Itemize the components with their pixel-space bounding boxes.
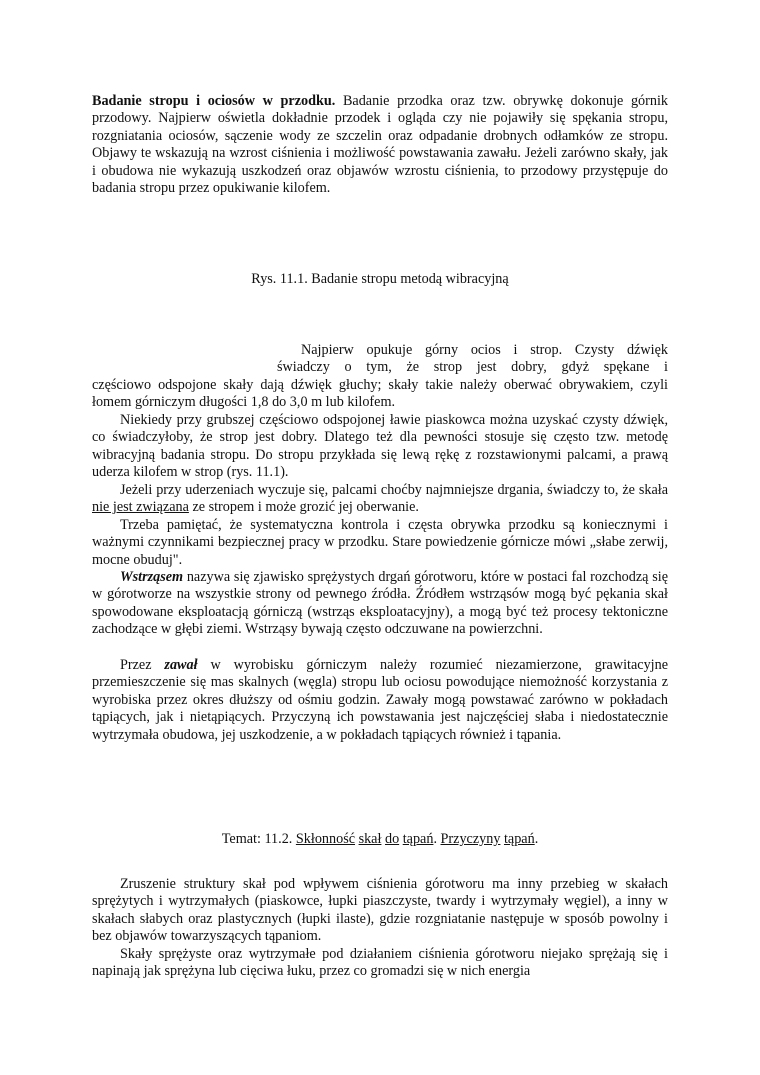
opukuje-line2: świadczy o tym, że strop jest dobry, gdyż spękane i	[277, 359, 668, 376]
wstrzas-text: nazywa się zjawisko sprężystych drgań górotworu, które w postaci fal rozchodzą się w górotworze na wszystkie strony od pewnego źródła. Źródłem wstrząsów mogą być pękania skał spowodowane eksploatacją górniczą (wstrząs eksploatacyjny), a mogą być też procesy tektoniczne zachodzące w głębi ziemi. Wstrząsy bywają często odczuwane na powierzchni.	[92, 569, 668, 638]
topic-dot-2: .	[534, 831, 539, 847]
topic-word-4: tąpań	[402, 831, 434, 847]
zawal-term: zawał	[164, 657, 198, 673]
paragraph-badanie-stropu	[92, 93, 668, 197]
paragraph-zruszenie: Zruszenie struktury skał pod wpływem ciśnienia górotworu ma inny przebieg w skałach sprężytych i wytrzymałych (piaskowce, łupki piaszczyste, twardy i wytrzymały węgiel), a inny w skałach słabych oraz plastycznych (łupki ilaste), gdzie rozgniatanie następuje w sposób powolny i bez objawów towarzyszących tąpaniom.	[92, 876, 668, 945]
jezeli-before: Jeżeli przy uderzeniach wyczuje się, palcami choćby najmniejsze drgania, świadczy to, że skała	[120, 482, 668, 498]
opukuje-line1: Najpierw opukuje górny ocios i strop. Czysty dźwięk	[301, 342, 668, 358]
opukuje-rest: częściowo odspojone skały dają dźwięk głuchy; skały takie należy oberwać obrywakiem, czyli łomem górniczym długości 1,8 do 3,0 m lub kilofem.	[92, 376, 668, 411]
paragraph-wstrzas	[92, 569, 668, 639]
topic-heading	[0, 831, 760, 848]
paragraph-skaly: Skały sprężyste oraz wytrzymałe pod działaniem ciśnienia górotworu niejako sprężają się i napinają jak sprężyna lub cięciwa łuku, przez co gromadzi się w nich energia	[92, 946, 668, 980]
figure-placeholder	[92, 290, 277, 350]
section-text: Badanie przodka oraz tzw. obrywkę dokonuje górnik przodowy. Najpierw oświetla dokładnie przodek i ogląda czy nie pojawiły się spękania stropu, rozgniatania ociosów, sączenie wody ze szczelin oraz odpadanie drobnych odłamków ze stropu. Objawy te wskazują na wzrost ciśnienia i możliwość powstawania zawału. Jeżeli zarówno skały, jak i obudowa nie wykazują uszkodzeń oraz objawów wzrostu ciśnienia, to przodowy przystępuje do badania stropu przez opukiwanie kilofem.	[92, 93, 668, 197]
topic-word-3: do	[384, 831, 400, 847]
zawal-text: w wyrobisku górniczym należy rozumieć niezamierzone, grawitacyjne przemieszczenie się mas skalnych (węgla) stropu lub ociosu powodujące niemożność korzystania z wyrobiska przez okres dłuższy od ośmiu godzin. Zawały mogą powstawać zarówno w pokładach tąpiących, jak i nietąpiących. Przyczyną ich powstawania jest najczęściej słaba i niedostatecznie wytrzymała obudowa, jej uszkodzenie, a w pokładach tąpiących również i tąpania.	[92, 657, 669, 743]
section-title: Badanie stropu i ociosów w przodku.	[92, 93, 336, 109]
figure-caption: Rys. 11.1. Badanie stropu metodą wibracyjną	[251, 271, 509, 287]
jezeli-after: ze stropem i może grozić jej oberwanie.	[188, 499, 419, 516]
topic-dot-1: .	[433, 831, 441, 847]
topic-word-6: tąpań	[503, 831, 535, 847]
topic-word-1: Skłonność	[295, 831, 356, 847]
zawal-before: Przez	[120, 657, 165, 673]
paragraph-trzeba: Trzeba pamiętać, że systematyczna kontrola i częsta obrywka przodku są koniecznymi i ważnymi czynnikami bezpiecznej pracy w przodku. Stare powiedzenie górnicze mówi „słabe zerwij, mocne obuduj".	[92, 517, 668, 568]
topic-word-2: skał	[358, 831, 382, 847]
paragraph-niekiedy: Niekiedy przy grubszej częściowo odspojonej ławie piaskowca można uzyskać czysty dźwięk, co świadczyłoby, że strop jest dobry. Dlatego też dla pewności stosuje się często tzw. metodę wibracyjną badania stropu. Do stropu przykłada się lewą rękę z rozstawionymi palcami, a prawą uderza kilofem w strop (rys. 11.1).	[92, 412, 668, 481]
paragraph-zawal	[92, 657, 668, 744]
topic-prefix: Temat: 11.2.	[221, 831, 296, 847]
wstrzas-term: Wstrząsem	[120, 569, 184, 585]
jezeli-underlined: nie jest związana	[92, 499, 189, 516]
topic-word-5: Przyczyny	[440, 831, 501, 847]
paragraph-opukuje	[92, 342, 668, 412]
paragraph-jezeli	[92, 482, 668, 517]
